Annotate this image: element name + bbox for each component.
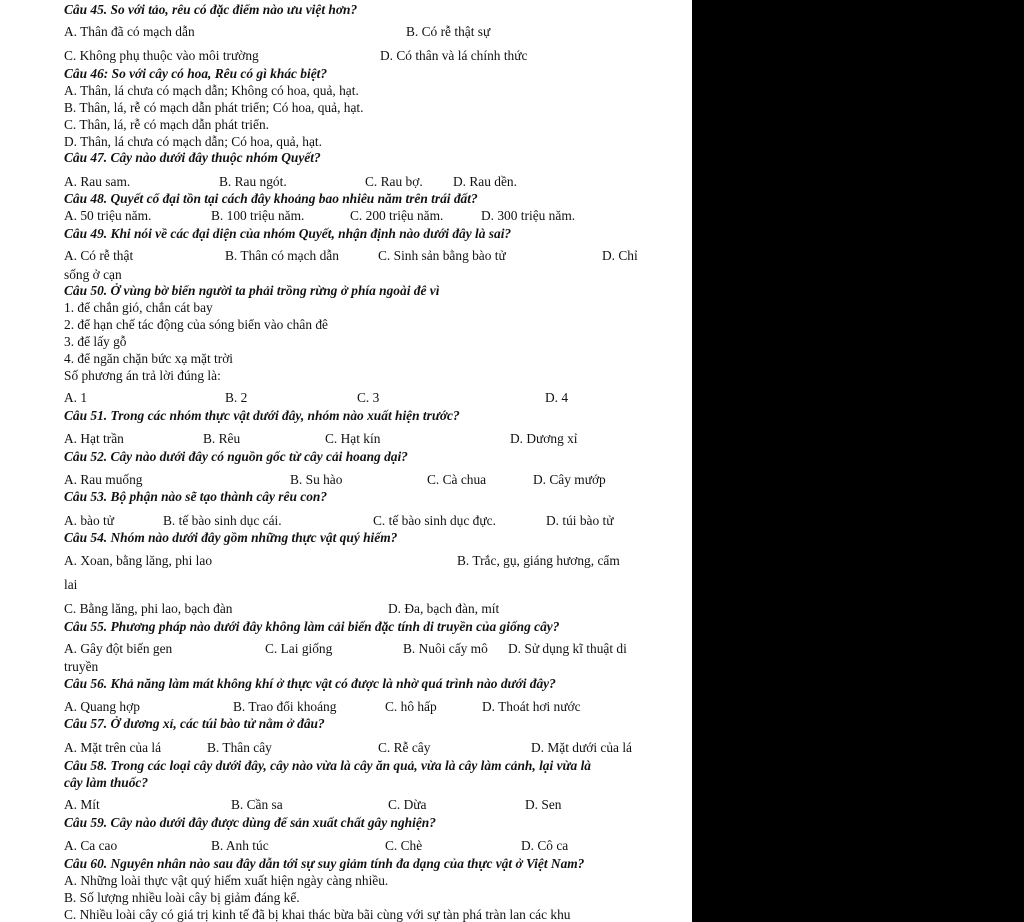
answer-option: B. Rau ngót. [219, 174, 287, 189]
answer-option: B. Anh túc [211, 838, 269, 853]
answer-option: B. Trao đổi khoáng [233, 699, 337, 714]
answer-option: A. Mặt trên của lá [64, 740, 162, 755]
answer-option: C. Bằng lăng, phi lao, bạch đàn [64, 601, 233, 616]
answer-option: A. Có rễ thật [64, 248, 134, 263]
answer-option: C. Lai giống [265, 641, 333, 656]
answer-option: C. 3 [357, 390, 380, 405]
question-stem: Câu 50. Ở vùng bờ biển người ta phải trồng rừng ở phía ngoài đê vì [64, 283, 440, 298]
question-stem: Câu 60. Nguyên nhân nào sau đây dẫn tới sự suy giảm tính đa dạng của thực vật ở Việt Nam? [64, 856, 585, 871]
answer-option: B. 100 triệu năm. [211, 208, 305, 223]
answer-option: D. Dương xỉ [510, 431, 578, 446]
answer-option: B. Su hào [290, 472, 343, 487]
question-stem: Câu 46: So với cây có hoa, Rêu có gì khác biệt? [64, 66, 328, 81]
answer-option: 3. để lấy gỗ [64, 334, 127, 349]
answer-option: C. Dừa [388, 797, 427, 812]
answer-option: D. Thân, lá chưa có mạch dẫn; Có hoa, quả, hạt. [64, 134, 323, 149]
answer-option: A. Hạt trần [64, 431, 124, 446]
answer-option: A. Thân, lá chưa có mạch dẫn; Không có hoa, quả, hạt. [64, 83, 359, 98]
answer-option: C. Sinh sản bằng bào tử [378, 248, 506, 263]
answer-option: D. Thoát hơi nước [482, 699, 581, 714]
answer-option: sống ở cạn [64, 267, 122, 282]
answer-option: A. Xoan, bằng lăng, phi lao [64, 553, 213, 568]
answer-option: B. Có rễ thật sự [406, 24, 491, 39]
answer-option: C. tế bào sinh dục đực. [373, 513, 496, 528]
answer-option: C. Không phụ thuộc vào môi trường [64, 48, 259, 63]
answer-option: B. Nuôi cấy mô [403, 641, 488, 656]
answer-option: D. Rau dền. [453, 174, 517, 189]
answer-option: A. Mít [64, 797, 100, 812]
answer-option: A. Gây đột biến gen [64, 641, 173, 656]
answer-option: 4. để ngăn chặn bức xạ mặt trời [64, 351, 234, 366]
answer-option: D. Mặt dưới của lá [531, 740, 632, 755]
answer-option: D. 4 [545, 390, 569, 405]
answer-option: A. Rau sam. [64, 174, 131, 189]
answer-option: D. Đa, bạch đàn, mít [388, 601, 500, 616]
answer-option: C. Hạt kín [325, 431, 381, 446]
question-stem: Câu 51. Trong các nhóm thực vật dưới đây, nhóm nào xuất hiện trước? [64, 408, 460, 423]
question-stem: Câu 52. Cây nào dưới đây có nguồn gốc từ cây cải hoang dại? [64, 449, 408, 464]
answer-option: D. Chỉ [602, 248, 638, 263]
question-stem: Câu 47. Cây nào dưới đây thuộc nhóm Quyết? [64, 150, 321, 165]
answer-option: C. Chè [385, 838, 423, 853]
question-stem: Câu 58. Trong các loại cây dưới đây, cây nào vừa là cây ăn quả, vừa là cây làm cảnh, lại vừa là [64, 758, 591, 773]
question-stem: Câu 49. Khi nói về các đại diện của nhóm Quyết, nhận định nào dưới đây là sai? [64, 226, 512, 241]
answer-option: B. tế bào sinh dục cái. [163, 513, 282, 528]
question-stem-continuation: cây làm thuốc? [64, 775, 149, 790]
answer-option: C. Nhiều loài cây có giá trị kinh tế đã bị khai thác bừa bãi cùng với sự tàn phá tràn lan các khu [64, 907, 571, 922]
question-stem: Câu 54. Nhóm nào dưới đây gồm những thực vật quý hiếm? [64, 530, 398, 545]
answer-option: B. Cần sa [231, 797, 283, 812]
question-stem: Câu 56. Khả năng làm mát không khí ở thực vật có được là nhờ quá trình nào dưới đây? [64, 676, 556, 691]
answer-option: A. bào tử [64, 513, 115, 528]
answer-option: A. Rau muống [64, 472, 143, 487]
answer-option: B. Thân, lá, rễ có mạch dẫn phát triển; Có hoa, quả, hạt. [64, 100, 364, 115]
answer-option: A. Thân đã có mạch dẫn [64, 24, 195, 39]
answer-option: D. Cô ca [521, 838, 569, 853]
answer-option: A. 1 [64, 390, 88, 405]
question-stem: Câu 53. Bộ phận nào sẽ tạo thành cây rêu con? [64, 489, 328, 504]
question-stem: Câu 55. Phương pháp nào dưới đây không làm cải biến đặc tính di truyền của giống cây? [64, 619, 560, 634]
answer-option: A. Ca cao [64, 838, 118, 853]
answer-option: A. Những loài thực vật quý hiếm xuất hiện ngày càng nhiều. [64, 873, 389, 888]
question-stem: Câu 45. So với tảo, rêu có đặc điểm nào ưu việt hơn? [64, 2, 358, 17]
answer-option: D. Cây mướp [533, 472, 606, 487]
answer-option: D. 300 triệu năm. [481, 208, 576, 223]
answer-option: C. hô hấp [385, 699, 437, 714]
question-stem: Câu 59. Cây nào dưới đây được dùng để sản xuất chất gây nghiện? [64, 815, 436, 830]
answer-option: 2. để hạn chế tác động của sóng biển vào chân đê [64, 317, 328, 332]
answer-option: C. Rau bợ. [365, 174, 423, 189]
answer-option: B. 2 [225, 390, 248, 405]
answer-option: D. Sử dụng kĩ thuật di [508, 641, 627, 656]
answer-option: C. Thân, lá, rễ có mạch dẫn phát triển. [64, 117, 270, 132]
answer-option: A. Quang hợp [64, 699, 140, 714]
answer-option: B. Trắc, gụ, giáng hương, cẩm [457, 553, 620, 568]
answer-option: 1. để chắn gió, chắn cát bay [64, 300, 213, 315]
answer-option: Số phương án trả lời đúng là: [64, 368, 221, 383]
answer-option: lai [64, 577, 78, 592]
answer-option: C. Cà chua [427, 472, 487, 487]
answer-option: D. Sen [525, 797, 562, 812]
answer-option: D. túi bào tử [546, 513, 614, 528]
answer-option: B. Thân cây [207, 740, 272, 755]
answer-option: C. 200 triệu năm. [350, 208, 444, 223]
answer-option: A. 50 triệu năm. [64, 208, 152, 223]
answer-option: C. Rễ cây [378, 740, 431, 755]
answer-option: truyền [64, 659, 99, 674]
answer-option: D. Có thân và lá chính thức [380, 48, 528, 63]
answer-option: B. Số lượng nhiều loài cây bị giảm đáng kể. [64, 890, 300, 905]
answer-option: B. Rêu [203, 431, 241, 446]
question-stem: Câu 48. Quyết cổ đại tồn tại cách đây khoảng bao nhiêu năm trên trái đất? [64, 191, 478, 206]
question-stem: Câu 57. Ở dương xỉ, các túi bào tử nằm ở đâu? [64, 716, 325, 731]
answer-option: B. Thân có mạch dẫn [225, 248, 339, 263]
